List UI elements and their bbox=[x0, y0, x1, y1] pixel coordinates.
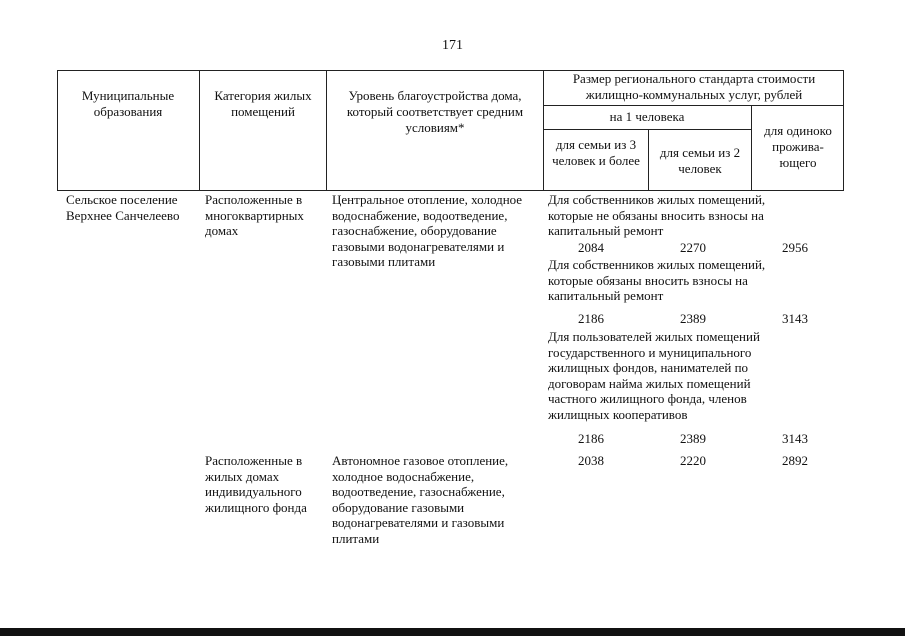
per-person-bottom-line bbox=[543, 129, 751, 130]
table-right-border bbox=[843, 70, 844, 191]
row1-level: Центральное отопление, холодное водоснабжение, водоотведение, газоснабжение, оборудование газовыми водонагревателями и газовыми плитами bbox=[332, 192, 523, 269]
col-divider-2 bbox=[326, 70, 327, 191]
col-divider-5 bbox=[751, 105, 752, 191]
row2-family2: 2220 bbox=[680, 453, 706, 468]
header-bottom-border bbox=[57, 190, 844, 191]
row1-group1-label: Для собственников жилых помещений, которые не обязаны вносить взносы на капитальный ремонт bbox=[548, 192, 766, 238]
header-category: Категория жилых помещений bbox=[214, 88, 312, 119]
col-divider-4 bbox=[648, 129, 649, 191]
row1-group3-single: 3143 bbox=[782, 431, 808, 446]
col-divider-1 bbox=[199, 70, 200, 191]
header-per-person: на 1 человека bbox=[609, 109, 685, 124]
row1-group1-family2: 2270 bbox=[680, 240, 706, 255]
row1-category: Расположенные в многоквартирных домах bbox=[205, 192, 304, 238]
row1-group3-family3: 2186 bbox=[578, 431, 604, 446]
page-number: 171 bbox=[442, 38, 463, 53]
row1-group2-family3: 2186 bbox=[578, 311, 604, 326]
row1-group1-single: 2956 bbox=[782, 240, 808, 255]
row1-group2-single: 3143 bbox=[782, 311, 808, 326]
header-level: Уровень благоустройства дома, который соответствует средним условиям* bbox=[346, 88, 524, 135]
table-left-border bbox=[57, 70, 58, 191]
row2-single: 2892 bbox=[782, 453, 808, 468]
row1-group2-label: Для собственников жилых помещений, которые обязаны вносить взносы на капитальный ремонт bbox=[548, 257, 766, 303]
row1-municipality: Сельское поселение Верхнее Санчелеево bbox=[66, 192, 180, 223]
row1-group3-label: Для пользователей жилых помещений государственного и муниципального жилищных фондов, нанимателей по договорам найма жилых помещений частного жилищного фонда, членов жилищных кооперативов bbox=[548, 329, 760, 422]
header-family3: для семьи из 3 человек и более bbox=[552, 137, 640, 168]
row2-category: Расположенные в жилых домах индивидуального жилищного фонда bbox=[205, 453, 307, 515]
col-divider-3 bbox=[543, 70, 544, 191]
header-single: для одиноко прожива-ющего bbox=[764, 123, 832, 170]
per-person-top-line bbox=[543, 105, 844, 106]
row1-group3-family2: 2389 bbox=[680, 431, 706, 446]
row1-group2-family2: 2389 bbox=[680, 311, 706, 326]
row2-level: Автономное газовое отопление, холодное водоснабжение, водоотведение, газоснабжение, оборудование газовыми водонагревателями и газовыми плитами bbox=[332, 453, 509, 546]
header-municipality: Муниципальные образования bbox=[81, 88, 175, 119]
header-family2: для семьи из 2 человек bbox=[659, 145, 741, 176]
header-standard: Размер регионального стандарта стоимости жилищно-коммунальных услуг, рублей bbox=[572, 71, 816, 102]
scan-bottom-edge bbox=[0, 628, 905, 636]
row1-group1-family3: 2084 bbox=[578, 240, 604, 255]
row2-family3: 2038 bbox=[578, 453, 604, 468]
